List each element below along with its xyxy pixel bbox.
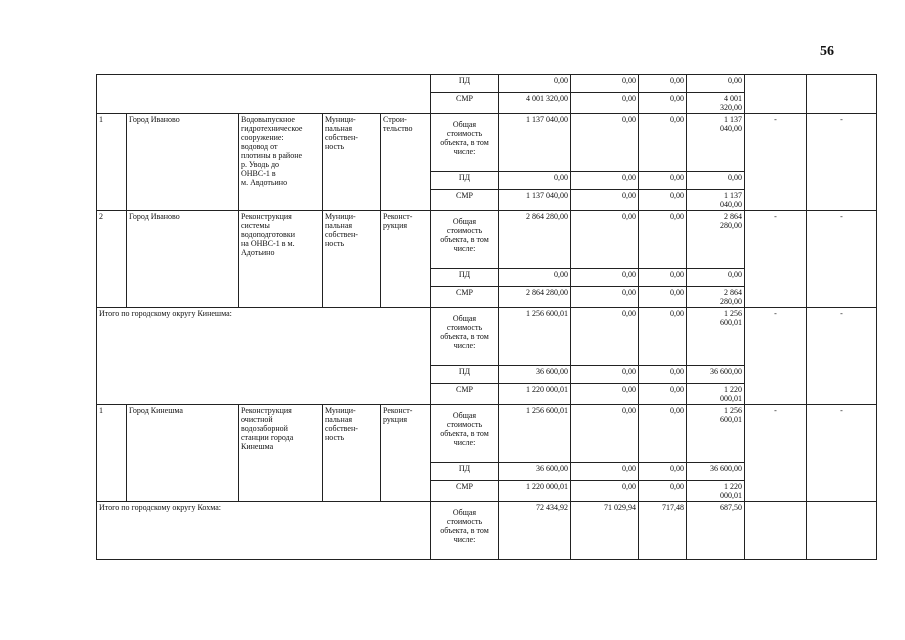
type-cell — [431, 172, 499, 190]
type-cell — [431, 114, 499, 172]
city-cell: Город Иваново — [127, 114, 239, 211]
text-line: 000,01 — [720, 491, 742, 500]
cost-total-cell: 72 434,92 — [499, 502, 571, 560]
city-cell: Город Иваново — [127, 211, 239, 308]
cost-total-cell: 4 001 320,00 — [499, 93, 571, 114]
text-line: 36 600,00 — [710, 367, 742, 376]
cost-cell-2: 0,00 — [571, 366, 639, 384]
text-line: плотины в районе — [241, 151, 303, 160]
cost-cell-3: 0,00 — [639, 211, 687, 269]
text-line: 0,00 — [728, 173, 742, 182]
cost-cell-4 — [687, 269, 745, 287]
text-line: объекта, в том — [440, 138, 489, 147]
text-line: ОНВС-1 в — [241, 169, 276, 178]
cost-total-cell: 36 600,00 — [499, 463, 571, 481]
cost-total-cell: 1 137 040,00 — [499, 190, 571, 211]
dash-cell-1: - — [745, 308, 807, 405]
dash-cell-1: - — [745, 405, 807, 502]
dash-cell-2: - — [807, 211, 877, 308]
cost-total-cell: 2 864 280,00 — [499, 211, 571, 269]
type-cell — [431, 269, 499, 287]
cost-cell-4 — [687, 481, 745, 502]
text-line: Общая — [452, 217, 477, 226]
table-row — [97, 75, 877, 93]
text-line: тельство — [383, 124, 413, 133]
cost-cell-2: 0,00 — [571, 172, 639, 190]
text-line: станции города — [241, 433, 294, 442]
cost-cell-4 — [687, 287, 745, 308]
type-cell — [431, 211, 499, 269]
cost-cell-3: 0,00 — [639, 384, 687, 405]
cost-cell-3: 0,00 — [639, 287, 687, 308]
text-line: 0,00 — [728, 270, 742, 279]
text-line: водозаборной — [241, 424, 288, 433]
text-line: водовод от — [241, 142, 278, 151]
text-line: стоимость — [446, 323, 483, 332]
total-label-cell: Итого по городскому округу Кинешма: — [97, 308, 431, 405]
text-line: 280,00 — [720, 297, 742, 306]
type-cell — [431, 384, 499, 405]
cost-cell-2: 0,00 — [571, 93, 639, 114]
text-line: м. Авдотьино — [241, 178, 288, 187]
text-line: 4 001 — [724, 94, 742, 103]
text-line: 1 256 — [724, 406, 742, 415]
text-line: стоимость — [446, 129, 483, 138]
cost-cell-4 — [687, 114, 745, 172]
cost-total-cell: 36 600,00 — [499, 366, 571, 384]
text-line: 1 220 — [724, 385, 742, 394]
cost-cell-4 — [687, 463, 745, 481]
text-line: 320,00 — [720, 103, 742, 112]
cost-cell-4 — [687, 366, 745, 384]
text-line: очистной — [241, 415, 273, 424]
cost-cell-3: 0,00 — [639, 269, 687, 287]
cost-total-cell: 1 137 040,00 — [499, 114, 571, 172]
city-cell: Город Кинешма — [127, 405, 239, 502]
text-line: гидротехническое — [241, 124, 303, 133]
type-cell — [431, 463, 499, 481]
dash-cell-1 — [745, 502, 807, 560]
text-line: 000,01 — [720, 394, 742, 403]
text-line: объекта, в том — [440, 526, 489, 535]
cost-cell-2: 0,00 — [571, 287, 639, 308]
cost-total-cell: 2 864 280,00 — [499, 287, 571, 308]
total-label-cell: Итого по городскому округу Кохма: — [97, 502, 431, 560]
cost-cell-2: 0,00 — [571, 269, 639, 287]
text-line: Общая — [452, 314, 477, 323]
cost-cell-2: 0,00 — [571, 308, 639, 366]
table-row — [97, 405, 877, 463]
dash-cell-2: - — [807, 308, 877, 405]
work-type-cell — [381, 211, 431, 308]
text-line: СМР — [456, 482, 473, 491]
cost-cell-2: 0,00 — [571, 190, 639, 211]
dash-cell-2: - — [807, 114, 877, 211]
object-name-cell — [239, 405, 323, 502]
text-line: ПД — [458, 464, 471, 473]
cost-total-cell: 0,00 — [499, 75, 571, 93]
text-line: водоподготовки — [241, 230, 295, 239]
text-line: 1 220 — [724, 482, 742, 491]
text-line: объекта, в том — [440, 429, 489, 438]
text-line: 040,00 — [720, 200, 742, 209]
text-line: Муници- — [325, 115, 356, 124]
row-number: 2 — [97, 211, 127, 308]
text-line: ПД — [458, 367, 471, 376]
ownership-cell — [323, 405, 381, 502]
cost-cell-4 — [687, 211, 745, 269]
type-cell — [431, 502, 499, 560]
cost-cell-3: 0,00 — [639, 405, 687, 463]
table-row — [97, 308, 877, 366]
cost-cell-2: 0,00 — [571, 114, 639, 172]
cost-cell-3: 0,00 — [639, 172, 687, 190]
text-line: числе: — [453, 244, 476, 253]
table-row — [97, 114, 877, 172]
cost-cell-2: 71 029,94 — [571, 502, 639, 560]
cost-cell-4 — [687, 190, 745, 211]
page-number: 56 — [820, 44, 834, 59]
text-line: 1 137 — [724, 115, 742, 124]
budget-table — [96, 74, 877, 560]
text-line: р. Уводь до — [241, 160, 280, 169]
text-line: Адотьино — [241, 248, 275, 257]
text-line: ность — [325, 142, 345, 151]
text-line: пальная — [325, 221, 353, 230]
cost-cell-3: 0,00 — [639, 190, 687, 211]
type-cell — [431, 405, 499, 463]
text-line: 280,00 — [720, 221, 742, 230]
text-line: ПД — [458, 270, 471, 279]
text-line: системы — [241, 221, 270, 230]
cost-cell-3: 0,00 — [639, 75, 687, 93]
text-line: 1 256 — [724, 309, 742, 318]
text-line: Общая — [452, 508, 477, 517]
dash-cell-2: - — [807, 405, 877, 502]
text-line: ность — [325, 239, 345, 248]
cost-cell-2: 0,00 — [571, 463, 639, 481]
text-line: стоимость — [446, 226, 483, 235]
type-cell — [431, 308, 499, 366]
cost-cell-3: 0,00 — [639, 114, 687, 172]
cost-cell-2: 0,00 — [571, 481, 639, 502]
type-cell: ПД — [431, 75, 499, 93]
text-line: Водовыпускное — [241, 115, 295, 124]
type-cell — [431, 366, 499, 384]
ownership-cell — [323, 211, 381, 308]
cost-cell-4 — [687, 93, 745, 114]
row-number: 1 — [97, 405, 127, 502]
text-line: стоимость — [446, 517, 483, 526]
text-line: Муници- — [325, 212, 356, 221]
text-line: стоимость — [446, 420, 483, 429]
cost-total-cell: 1 256 600,01 — [499, 405, 571, 463]
text-line: ность — [325, 433, 345, 442]
text-line: на ОНВС-1 в м. — [241, 239, 295, 248]
text-line: Общая — [452, 411, 477, 420]
text-line: СМР — [456, 385, 473, 394]
text-line: 0,00 — [728, 76, 742, 85]
text-line: Муници- — [325, 406, 356, 415]
work-type-cell — [381, 114, 431, 211]
text-line: Реконструкция — [241, 212, 292, 221]
cost-cell-2: 0,00 — [571, 75, 639, 93]
cost-total-cell: 0,00 — [499, 269, 571, 287]
type-cell — [431, 190, 499, 211]
text-line: Реконст- — [383, 212, 413, 221]
text-line: объекта, в том — [440, 332, 489, 341]
text-line: Строи- — [383, 115, 407, 124]
cost-cell-3: 0,00 — [639, 93, 687, 114]
text-line: рукция — [383, 221, 408, 230]
text-line: 040,00 — [720, 124, 742, 133]
object-name-cell — [239, 211, 323, 308]
cost-cell-3: 0,00 — [639, 463, 687, 481]
work-type-cell — [381, 405, 431, 502]
cost-cell-2: 0,00 — [571, 211, 639, 269]
cost-cell-4 — [687, 502, 745, 560]
text-line: объекта, в том — [440, 235, 489, 244]
text-line: Кинешма — [241, 442, 274, 451]
text-line: собствен- — [325, 230, 358, 239]
text-line: Реконст- — [383, 406, 413, 415]
text-line: пальная — [325, 415, 353, 424]
row-number: 1 — [97, 114, 127, 211]
text-line: числе: — [453, 438, 476, 447]
text-line: рукция — [383, 415, 408, 424]
dash-cell-1: - — [745, 114, 807, 211]
cost-cell-3: 0,00 — [639, 366, 687, 384]
ownership-cell — [323, 114, 381, 211]
cost-total-cell: 1 220 000,01 — [499, 481, 571, 502]
text-line: 1 137 — [724, 191, 742, 200]
cost-cell-3: 717,48 — [639, 502, 687, 560]
type-cell: СМР — [431, 93, 499, 114]
text-line: собствен- — [325, 424, 358, 433]
text-line: числе: — [453, 341, 476, 350]
cost-total-cell: 1 256 600,01 — [499, 308, 571, 366]
text-line: сооружение: — [241, 133, 284, 142]
cost-cell-3: 0,00 — [639, 308, 687, 366]
text-line: Общая — [452, 120, 477, 129]
dash-cell-1: - — [745, 211, 807, 308]
cost-cell-2: 0,00 — [571, 384, 639, 405]
cost-cell-4 — [687, 172, 745, 190]
text-line: 687,50 — [720, 503, 742, 512]
text-line: собствен- — [325, 133, 358, 142]
table-row — [97, 502, 877, 560]
text-line: СМР — [456, 288, 473, 297]
object-name-cell — [239, 114, 323, 211]
table-body — [97, 75, 877, 560]
text-line: числе: — [453, 147, 476, 156]
text-line: числе: — [453, 535, 476, 544]
text-line: пальная — [325, 124, 353, 133]
type-cell — [431, 481, 499, 502]
text-line: 600,01 — [720, 415, 742, 424]
cost-cell-3: 0,00 — [639, 481, 687, 502]
cost-total-cell: 0,00 — [499, 172, 571, 190]
cost-cell-4 — [687, 405, 745, 463]
extra-cell-1 — [745, 75, 807, 114]
extra-cell-2 — [807, 75, 877, 114]
table-row — [97, 211, 877, 269]
text-line: 600,01 — [720, 318, 742, 327]
dash-cell-2 — [807, 502, 877, 560]
text-line: ПД — [458, 173, 471, 182]
cost-cell-4 — [687, 308, 745, 366]
carry-blank-cell — [97, 75, 431, 114]
cost-cell-2: 0,00 — [571, 405, 639, 463]
text-line: 2 864 — [724, 288, 742, 297]
text-line: 36 600,00 — [710, 464, 742, 473]
cost-cell-4 — [687, 384, 745, 405]
cost-total-cell: 1 220 000,01 — [499, 384, 571, 405]
text-line: 2 864 — [724, 212, 742, 221]
text-line: Реконструкция — [241, 406, 292, 415]
text-line: СМР — [456, 191, 473, 200]
type-cell — [431, 287, 499, 308]
cost-cell-4 — [687, 75, 745, 93]
